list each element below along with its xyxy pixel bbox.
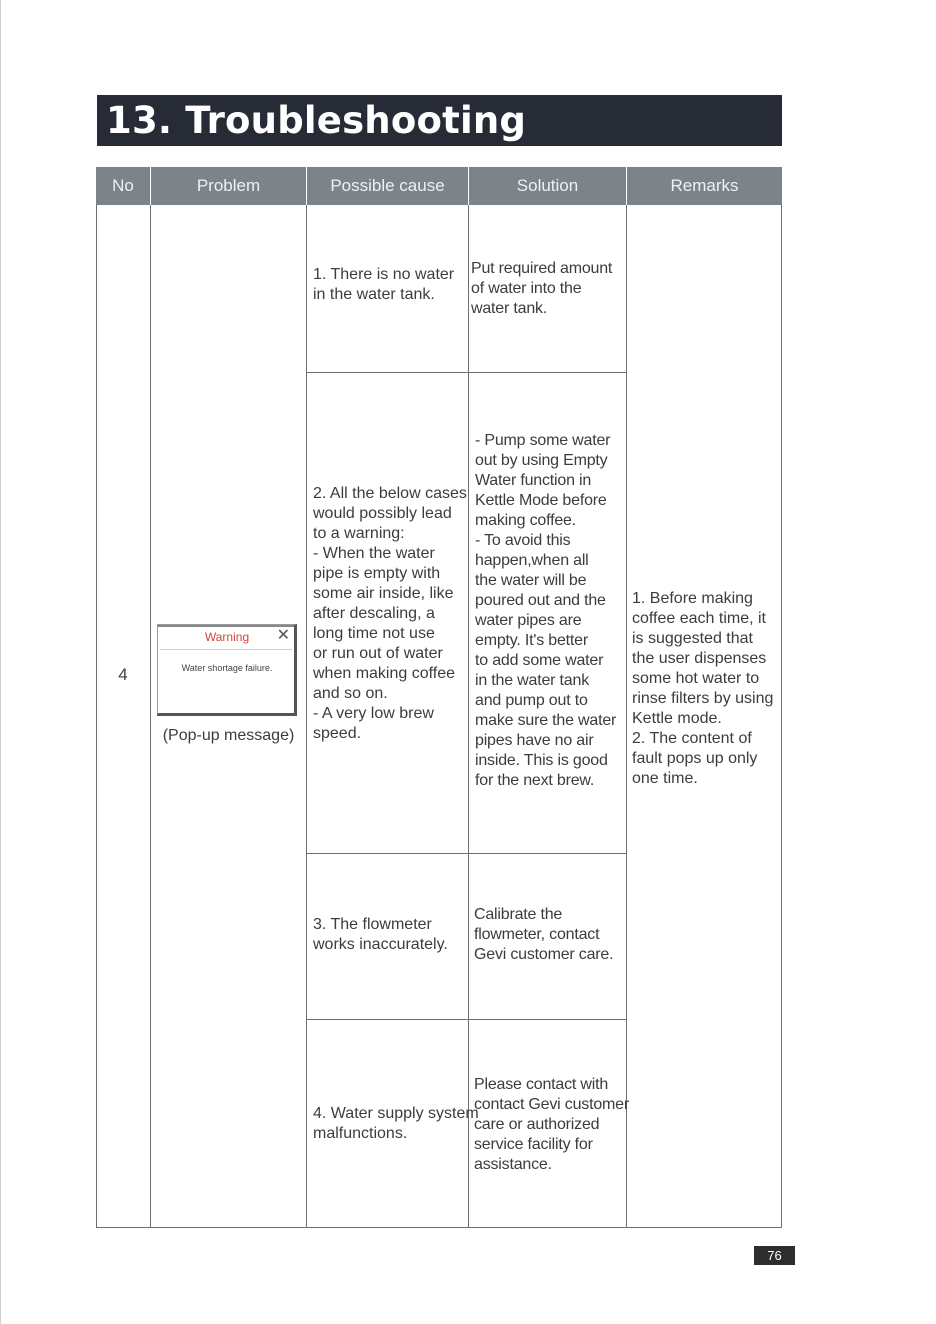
- table-border-bottom: [96, 1227, 782, 1228]
- column-divider: [306, 205, 307, 1228]
- solution-cell: Put required amount of water into the water tank.: [471, 260, 613, 317]
- header-no: No: [112, 176, 134, 195]
- column-divider: [150, 205, 151, 1228]
- warning-popup-image: [157, 624, 297, 716]
- page-edge-rule: [0, 0, 1, 1324]
- header-possible-cause: Possible cause: [330, 176, 445, 195]
- header-solution: Solution: [516, 176, 579, 195]
- row-divider: [306, 372, 626, 373]
- popup-caption: (Pop-up message): [162, 727, 295, 744]
- solution-cell: - Pump some water out by using Empty Water function in Kettle Mode before making coffee. - To avoid this happen,when all the water will be poured out and the water pipes are empty. It's better to add some water in the water tank and pump out to make sure the water pipes have no air inside. This is good for the next brew.: [475, 432, 617, 789]
- page-number: 76: [754, 1246, 795, 1265]
- section-title: 13. Troubleshooting: [97, 95, 782, 146]
- popup-divider: [160, 649, 292, 650]
- header-divider: [306, 167, 307, 205]
- header-divider: [626, 167, 627, 205]
- row-divider: [306, 853, 626, 854]
- cause-cell: 2. All the below cases would possibly lead to a warning: - When the water pipe is empty with some air inside, like after descaling, a long time not use or run out of water when making coffee and so on. - A very low brew speed.: [313, 485, 467, 742]
- problem-number: 4: [118, 665, 128, 684]
- header-divider: [150, 167, 151, 205]
- header-problem: Problem: [196, 176, 261, 195]
- table-border-left: [96, 205, 97, 1228]
- cause-cell: 3. The flowmeter works inaccurately.: [313, 916, 448, 953]
- solution-cell: Calibrate the flowmeter, contact Gevi customer care.: [474, 906, 614, 963]
- solution-cell: Please contact with contact Gevi customer care or authorized service facility for assistance.: [474, 1076, 629, 1173]
- remarks-cell: 1. Before making coffee each time, it is suggested that the user dispenses some hot water to rinse filters by using Kettle mode. 2. The content of fault pops up only one time.: [632, 590, 774, 787]
- header-remarks: Remarks: [670, 176, 739, 195]
- popup-message: Water shortage failure.: [181, 663, 273, 673]
- popup-title: Warning: [204, 630, 250, 644]
- table-border-right: [781, 205, 782, 1228]
- cause-cell: 1. There is no water in the water tank.: [313, 266, 455, 303]
- popup-top-bar: [158, 625, 294, 627]
- header-divider: [468, 167, 469, 205]
- row-divider: [306, 1019, 626, 1020]
- column-divider: [468, 205, 469, 1228]
- close-icon: ✕: [276, 627, 290, 644]
- cause-cell: 4. Water supply system malfunctions.: [313, 1105, 479, 1142]
